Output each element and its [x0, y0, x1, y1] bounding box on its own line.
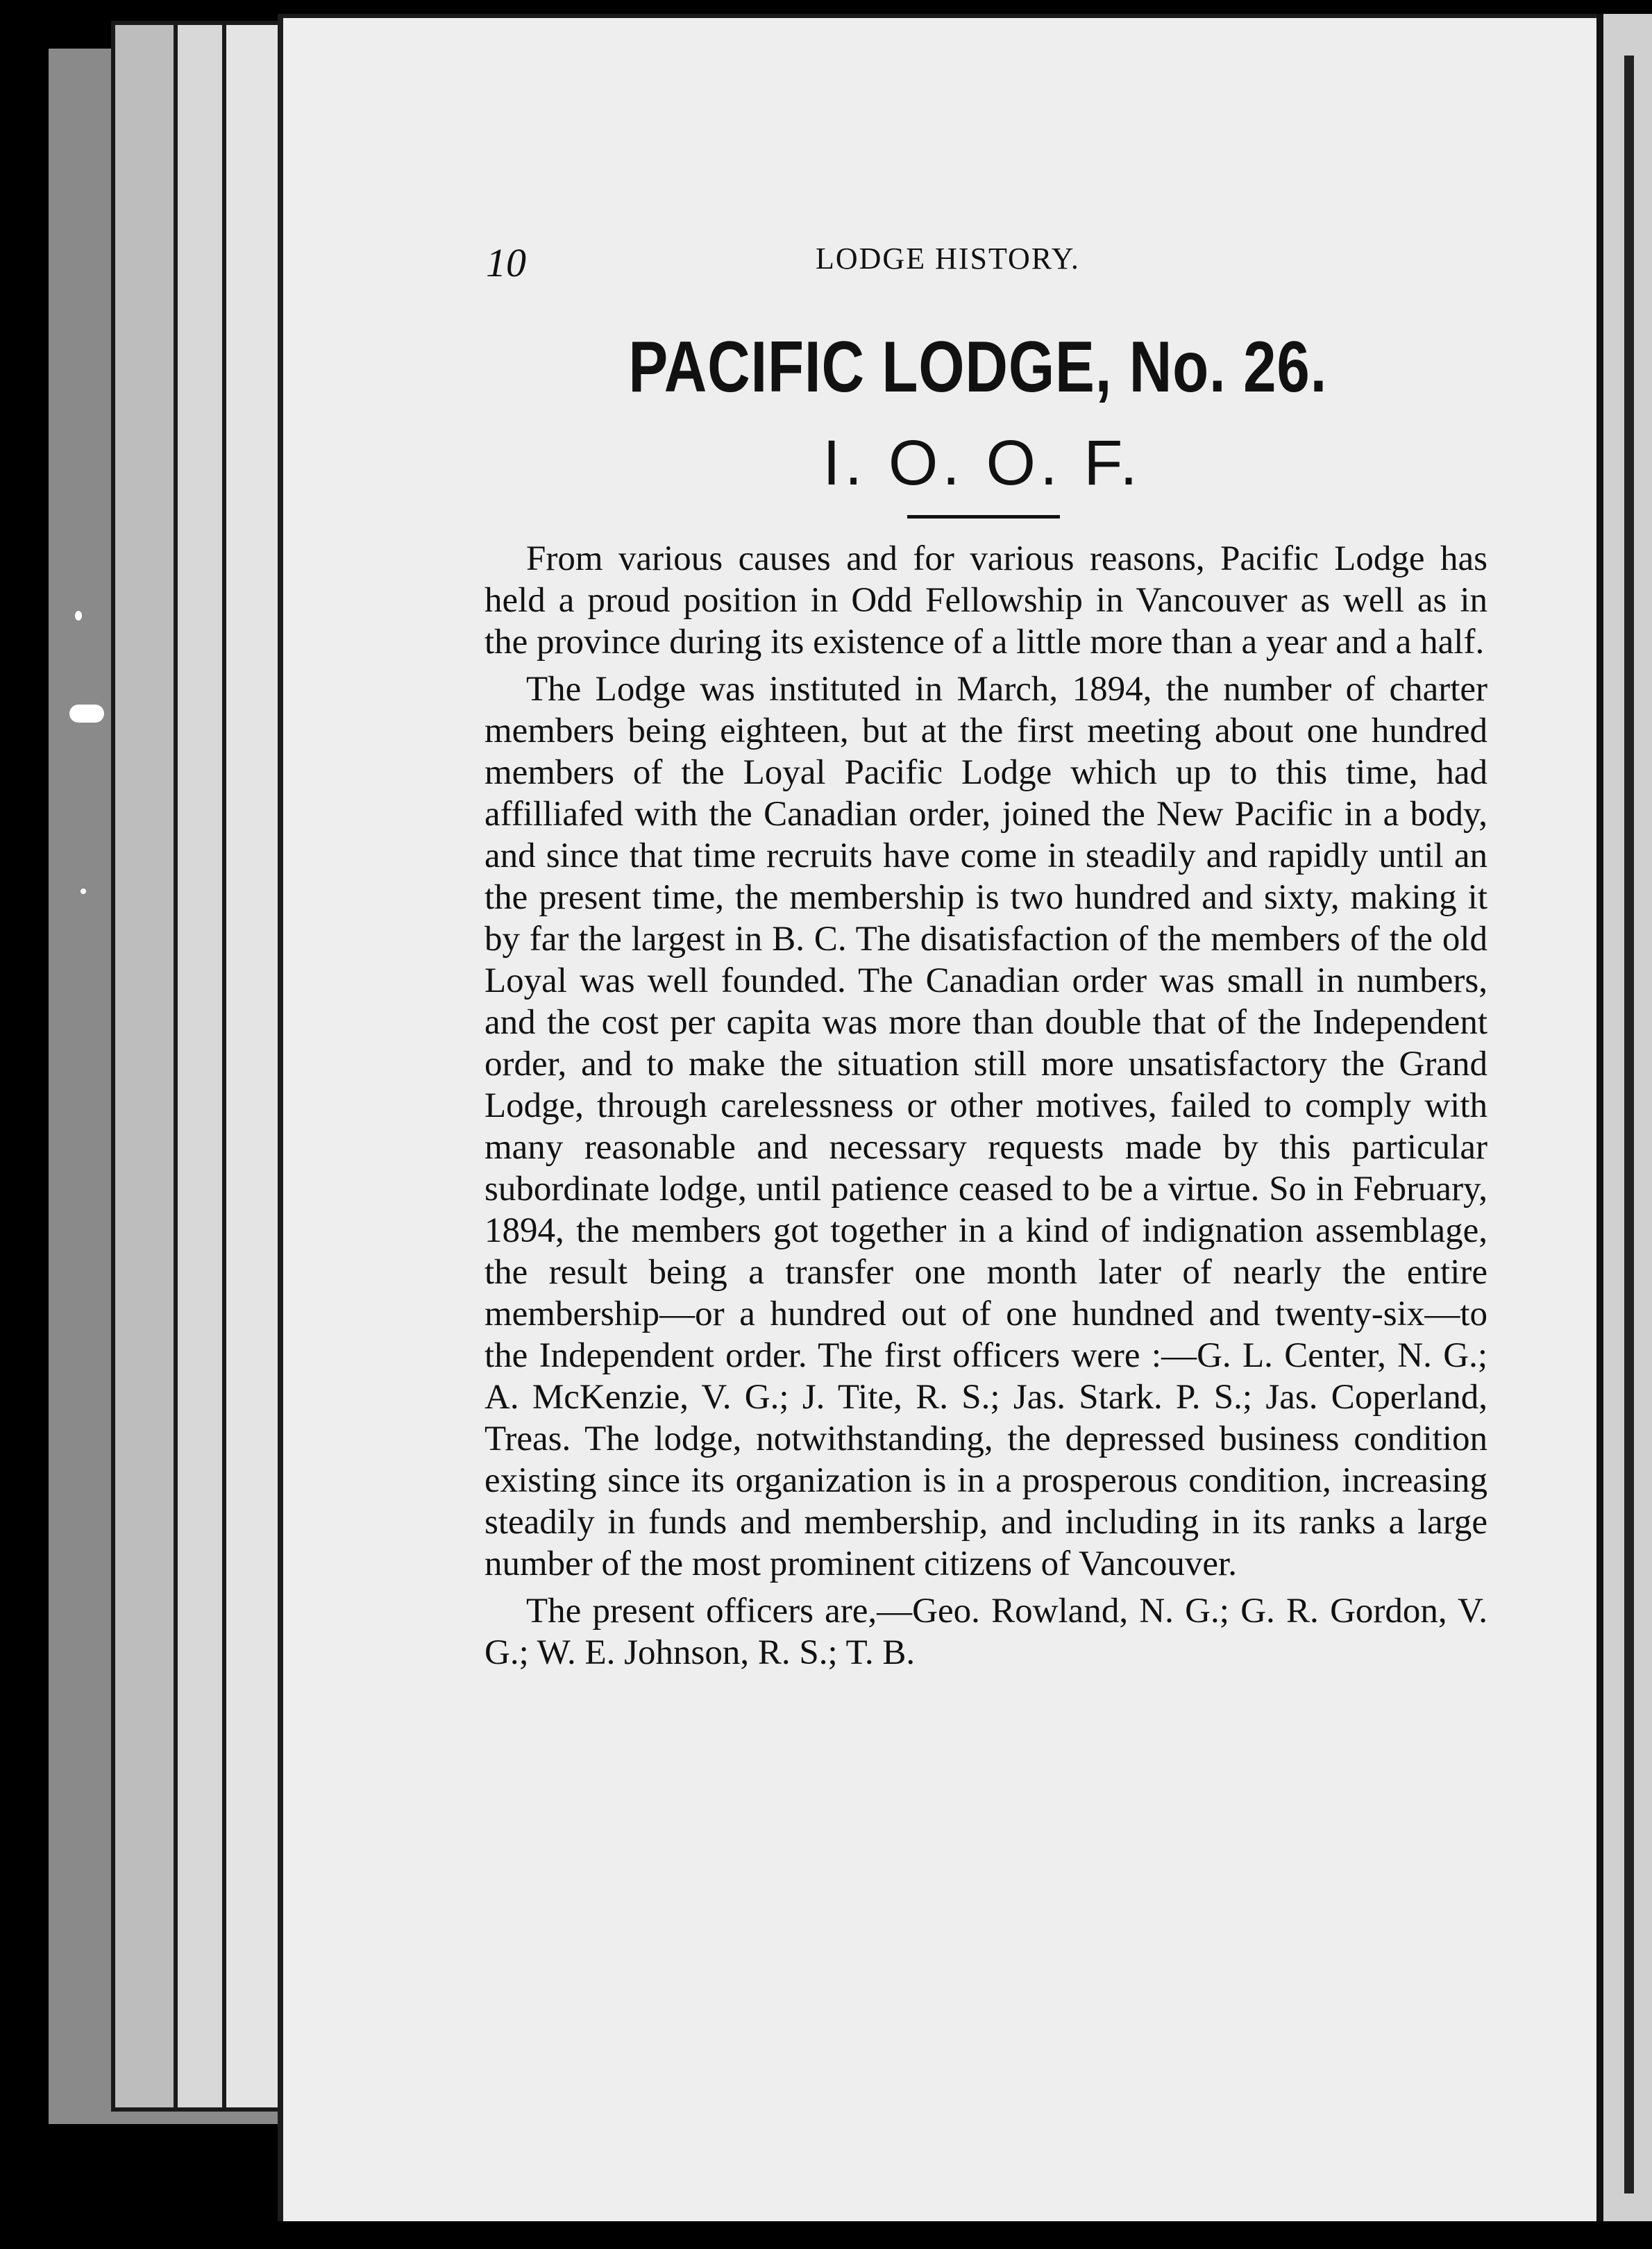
paragraph: The Lodge was instituted in March, 1894, the number of charter members being eighteen, but at the first meeting about one hundred members of the Loyal Pacific Lodge which up to this time, had affilliafed with the Canadian order, joined the New Pacific in a body, and since that time recruits have come in steadily and rapidly until an the present time, the membership is two hundred and sixty, making it by far the largest in B. C. The disatisfaction of the members of the old Loyal was well founded. The Canadian order was small in numbers, and the cost per capita was more than double that of the Independent order, and to make the situation still more unsatisfactory the Grand Lodge, through carelessness or other motives, failed to comply with many reasonable and necessary requests made by this particular subordinate lodge, until patience ceased to be a virtue. So in February, 1894, the members got together in a kind of indignation assemblage, the result being a transfer one month later of nearly the entire membership—or a hundred out of one hundned and twenty-six—to the Independent order. The first officers were :—G. L. Center, N. G.; A. McKenzie, V. G.; J. Tite, R. S.; Jas. Stark. P. S.; Jas. Coperland, Treas. The lodge, notwithstanding, the depressed business condition existing since its organization is in a prosperous condition, increasing steadily in funds and membership, and including in its ranks a large number of the most prominent citizens of Vancouver.	[484, 670, 1487, 1583]
speck	[81, 888, 86, 894]
paragraph: From various causes and for various reasons, Pacific Lodge has held a proud position in Odd Fellowship in Vancouver as well as in the province during its existence of a little more than a year and a half.	[484, 539, 1487, 662]
right-page-edge	[1596, 14, 1652, 2221]
paragraph: The present officers are,—Geo. Rowland, N. G.; G. R. Gordon, V. G.; W. E. Johnson, R. S.; T. B.	[484, 1592, 1487, 1672]
speck	[75, 611, 82, 621]
title-rule	[907, 515, 1060, 519]
running-title: LODGE HISTORY.	[816, 242, 1080, 276]
speck	[69, 705, 104, 723]
article-title: PACIFIC LODGE, No. 26.	[628, 327, 1328, 407]
running-header	[486, 239, 1458, 288]
article-body	[484, 538, 1487, 1674]
article-subtitle: I. O. O. F.	[823, 428, 1142, 498]
page-number: 10	[486, 240, 526, 285]
